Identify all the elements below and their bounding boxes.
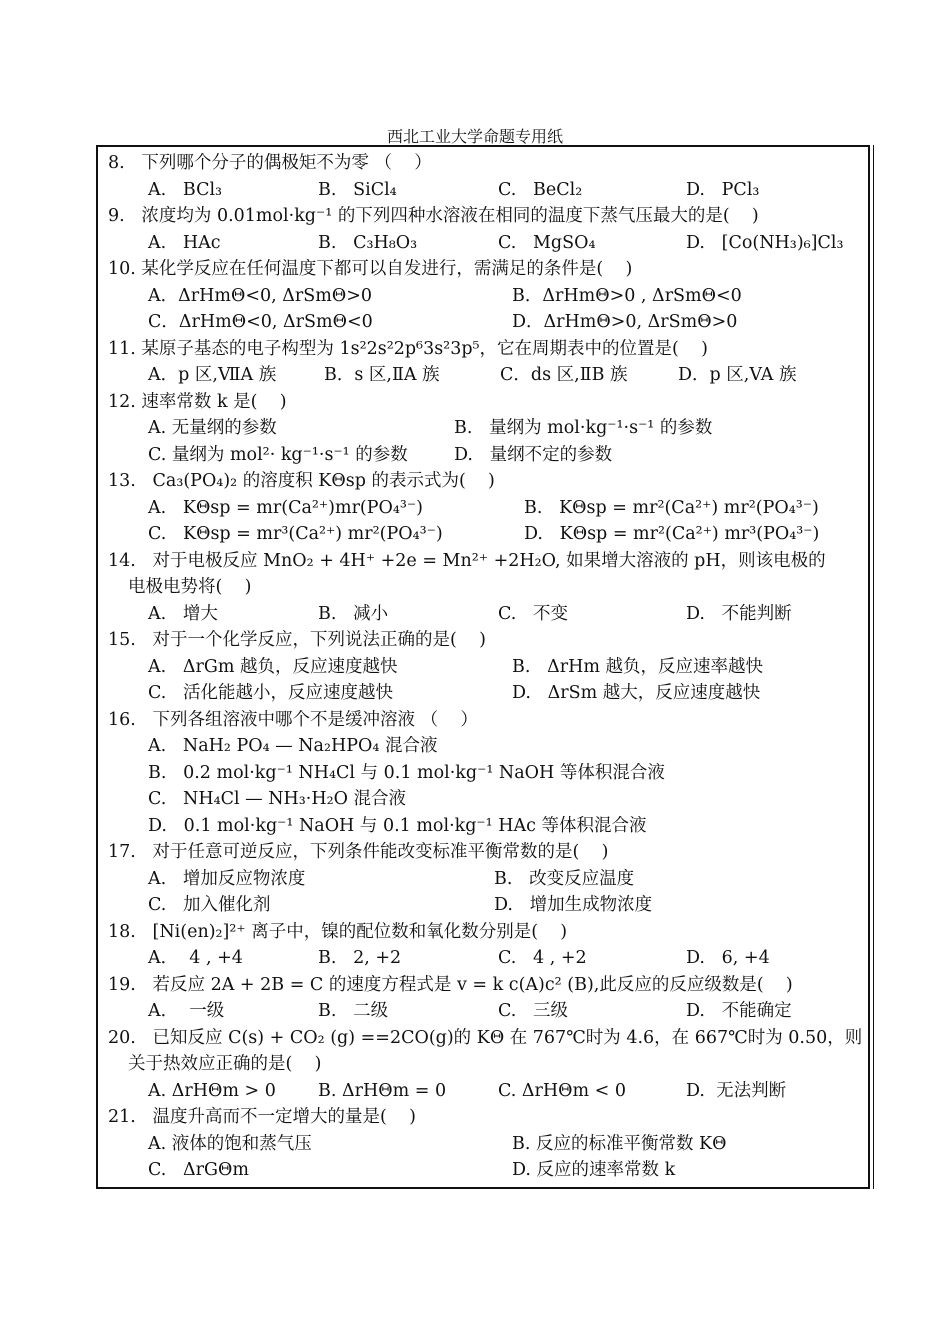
question-12: 12. 速率常数 k 是( ) [108,391,287,412]
option[interactable]: B. C₃H₈O₃ [318,232,418,253]
question-20: 20. 已知反应 C(s) + CO₂ (g) ==2CO(g)的 KΘ 在 767℃时为 4.6，在 667℃时为 0.50，则 [108,1027,863,1048]
question-list [108,150,863,1184]
option[interactable]: B．ΔrHmΘ>0 , ΔrSmΘ<0 [512,285,742,306]
option[interactable]: D. KΘsp = mr²(Ca²⁺) mr³(PO₄³⁻) [524,524,820,544]
page-header: 西北工业大学命题专用纸 [386,127,563,146]
option[interactable]: D．p 区,VA 族 [678,365,797,385]
option[interactable]: A. KΘsp = mr(Ca²⁺)mr(PO₄³⁻) [148,497,423,518]
option[interactable]: C. ΔrGΘm [148,1160,249,1180]
option-16c [108,786,860,813]
option[interactable]: C. NH₄Cl — NH₃·H₂O 混合液 [148,789,407,809]
option[interactable]: C. KΘsp = mr³(Ca²⁺) mr²(PO₄³⁻) [148,524,443,544]
options-12a [108,415,860,442]
options-19 [108,998,860,1025]
option[interactable]: A． 4 , +4 [148,948,243,968]
option[interactable]: A． 一级 [148,1001,225,1021]
option[interactable]: A. NaH₂ PO₄ — Na₂HPO₄ 混合液 [148,736,438,756]
question-16: 16. 下列各组溶液中哪个不是缓冲溶液 （ ） [108,709,478,730]
question-18: 18. [Ni(en)₂]²⁺ 离子中，镍的配位数和氧化数分别是( ) [108,921,568,942]
options-21b [108,1157,860,1184]
option[interactable]: D. 反应的速率常数 k [512,1160,676,1180]
option[interactable]: D. 6, +4 [686,948,770,968]
option[interactable]: C. MgSO₄ [498,232,596,253]
option[interactable]: D. 量纲不定的参数 [454,444,613,465]
option[interactable]: D. PCl₃ [686,179,760,200]
option[interactable]: A. HAc [148,232,221,253]
question-11: 11. 某原子基态的电子构型为 1s²2s²2p⁶3s²3p⁵，它在周期表中的位置是( ) [108,338,708,359]
option[interactable]: D. 无法判断 [686,1080,787,1101]
option[interactable]: C. 活化能越小，反应速度越快 [148,683,394,703]
options-15b [108,680,860,707]
option[interactable]: B. 反应的标准平衡常数 KΘ [512,1133,727,1154]
option[interactable]: B. 量纲为 mol·kg⁻¹·s⁻¹ 的参数 [454,418,713,438]
question-13: 13. Ca₃(PO₄)₂ 的溶度积 KΘsp 的表示式为( ) [108,471,495,491]
option[interactable]: D. 不能判断 [686,603,792,624]
option[interactable]: A. 增大 [148,603,218,624]
options-12b [108,442,860,469]
options-17b [108,892,860,919]
options-8 [108,177,860,204]
option[interactable]: B. ΔrHΘm = 0 [318,1080,447,1101]
option[interactable]: C. 不变 [498,603,569,624]
options-15a [108,654,860,681]
options-18 [108,945,860,972]
option[interactable]: A．p 区,ⅦA 族 [148,365,277,385]
options-11 [108,362,860,389]
option[interactable]: C. 加入催化剂 [148,895,271,915]
option[interactable]: C．ds 区,ⅡB 族 [500,365,628,385]
question-10: 10. 某化学反应在任何温度下都可以自发进行，需满足的条件是( ) [108,259,633,279]
option[interactable]: A. 液体的饱和蒸气压 [148,1133,312,1154]
question-14-cont: 电极电势将( ) [128,577,252,597]
option-16a [108,733,860,760]
option[interactable]: B. 二级 [318,1001,389,1021]
options-9 [108,230,860,257]
option-16b [108,760,860,787]
option[interactable]: C. 量纲为 mol²· kg⁻¹·s⁻¹ 的参数 [148,444,408,465]
question-frame [96,145,870,1189]
option[interactable]: B. 0.2 mol·kg⁻¹ NH₄Cl 与 0.1 mol·kg⁻¹ NaOH 等体积混合液 [148,762,665,783]
option[interactable]: D. ΔrSm 越大，反应速度越快 [512,683,761,703]
option[interactable]: B. ΔrHm 越负，反应速率越快 [512,656,764,677]
option[interactable]: D. [Co(NH₃)₆]Cl₃ [686,232,844,253]
option[interactable]: C. 4 , +2 [498,948,587,968]
option[interactable]: B．s 区,ⅡA 族 [324,365,440,385]
option[interactable]: B. 改变反应温度 [494,868,635,889]
option[interactable]: C. ΔrHΘm < 0 [498,1080,627,1101]
option[interactable]: A. BCl₃ [148,179,223,200]
options-20 [108,1078,860,1105]
question-8: 8. 下列哪个分子的偶极矩不为零 （ ） [108,153,432,173]
option[interactable]: A. 增加反应物浓度 [148,868,306,889]
option-16d [108,813,860,840]
question-17: 17. 对于任意可逆反应，下列条件能改变标准平衡常数的是( ) [108,842,609,862]
options-17a [108,866,860,893]
question-19: 19. 若反应 2A + 2B = C 的速度方程式是 v = k c(A)c² (B),此反应的反应级数是( ) [108,974,793,995]
options-14 [108,601,860,628]
question-21: 21. 温度升高而不一定增大的量是( ) [108,1107,416,1127]
options-13b [108,521,860,548]
question-9: 9. 浓度均为 0.01mol·kg⁻¹ 的下列四种水溶液在相同的温度下蒸气压最大的是( ) [108,206,759,226]
options-10b [108,309,860,336]
options-13a [108,495,860,522]
question-20-cont: 关于热效应正确的是( ) [128,1054,322,1074]
option[interactable]: D. 增加生成物浓度 [494,895,653,915]
option[interactable]: C. 三级 [498,1001,569,1021]
option[interactable]: A. ΔrGm 越负，反应速度越快 [148,656,398,677]
option[interactable]: D. 0.1 mol·kg⁻¹ NaOH 与 0.1 mol·kg⁻¹ HAc 等体积混合液 [148,815,647,836]
question-14: 14. 对于电极反应 MnO₂ + 4H⁺ +2e = Mn²⁺ +2H₂O, 如果增大溶液的 pH，则该电极的 [108,550,826,571]
option[interactable]: B. KΘsp = mr²(Ca²⁺) mr²(PO₄³⁻) [524,497,819,518]
options-21a [108,1131,860,1158]
option[interactable]: C. BeCl₂ [498,179,583,200]
option[interactable]: A. 无量纲的参数 [148,418,277,438]
option[interactable]: A. ΔrHΘm > 0 [148,1080,276,1101]
question-15: 15. 对于一个化学反应，下列说法正确的是( ) [108,630,486,650]
option[interactable]: A．ΔrHmΘ<0, ΔrSmΘ>0 [148,285,372,306]
option[interactable]: B. 2, +2 [318,948,402,968]
option[interactable]: D. 不能确定 [686,1001,792,1021]
options-10a [108,283,860,310]
option[interactable]: D．ΔrHmΘ>0, ΔrSmΘ>0 [512,312,738,332]
option[interactable]: C．ΔrHmΘ<0, ΔrSmΘ<0 [148,312,373,332]
option[interactable]: B. 减小 [318,603,389,624]
option[interactable]: B. SiCl₄ [318,179,397,200]
